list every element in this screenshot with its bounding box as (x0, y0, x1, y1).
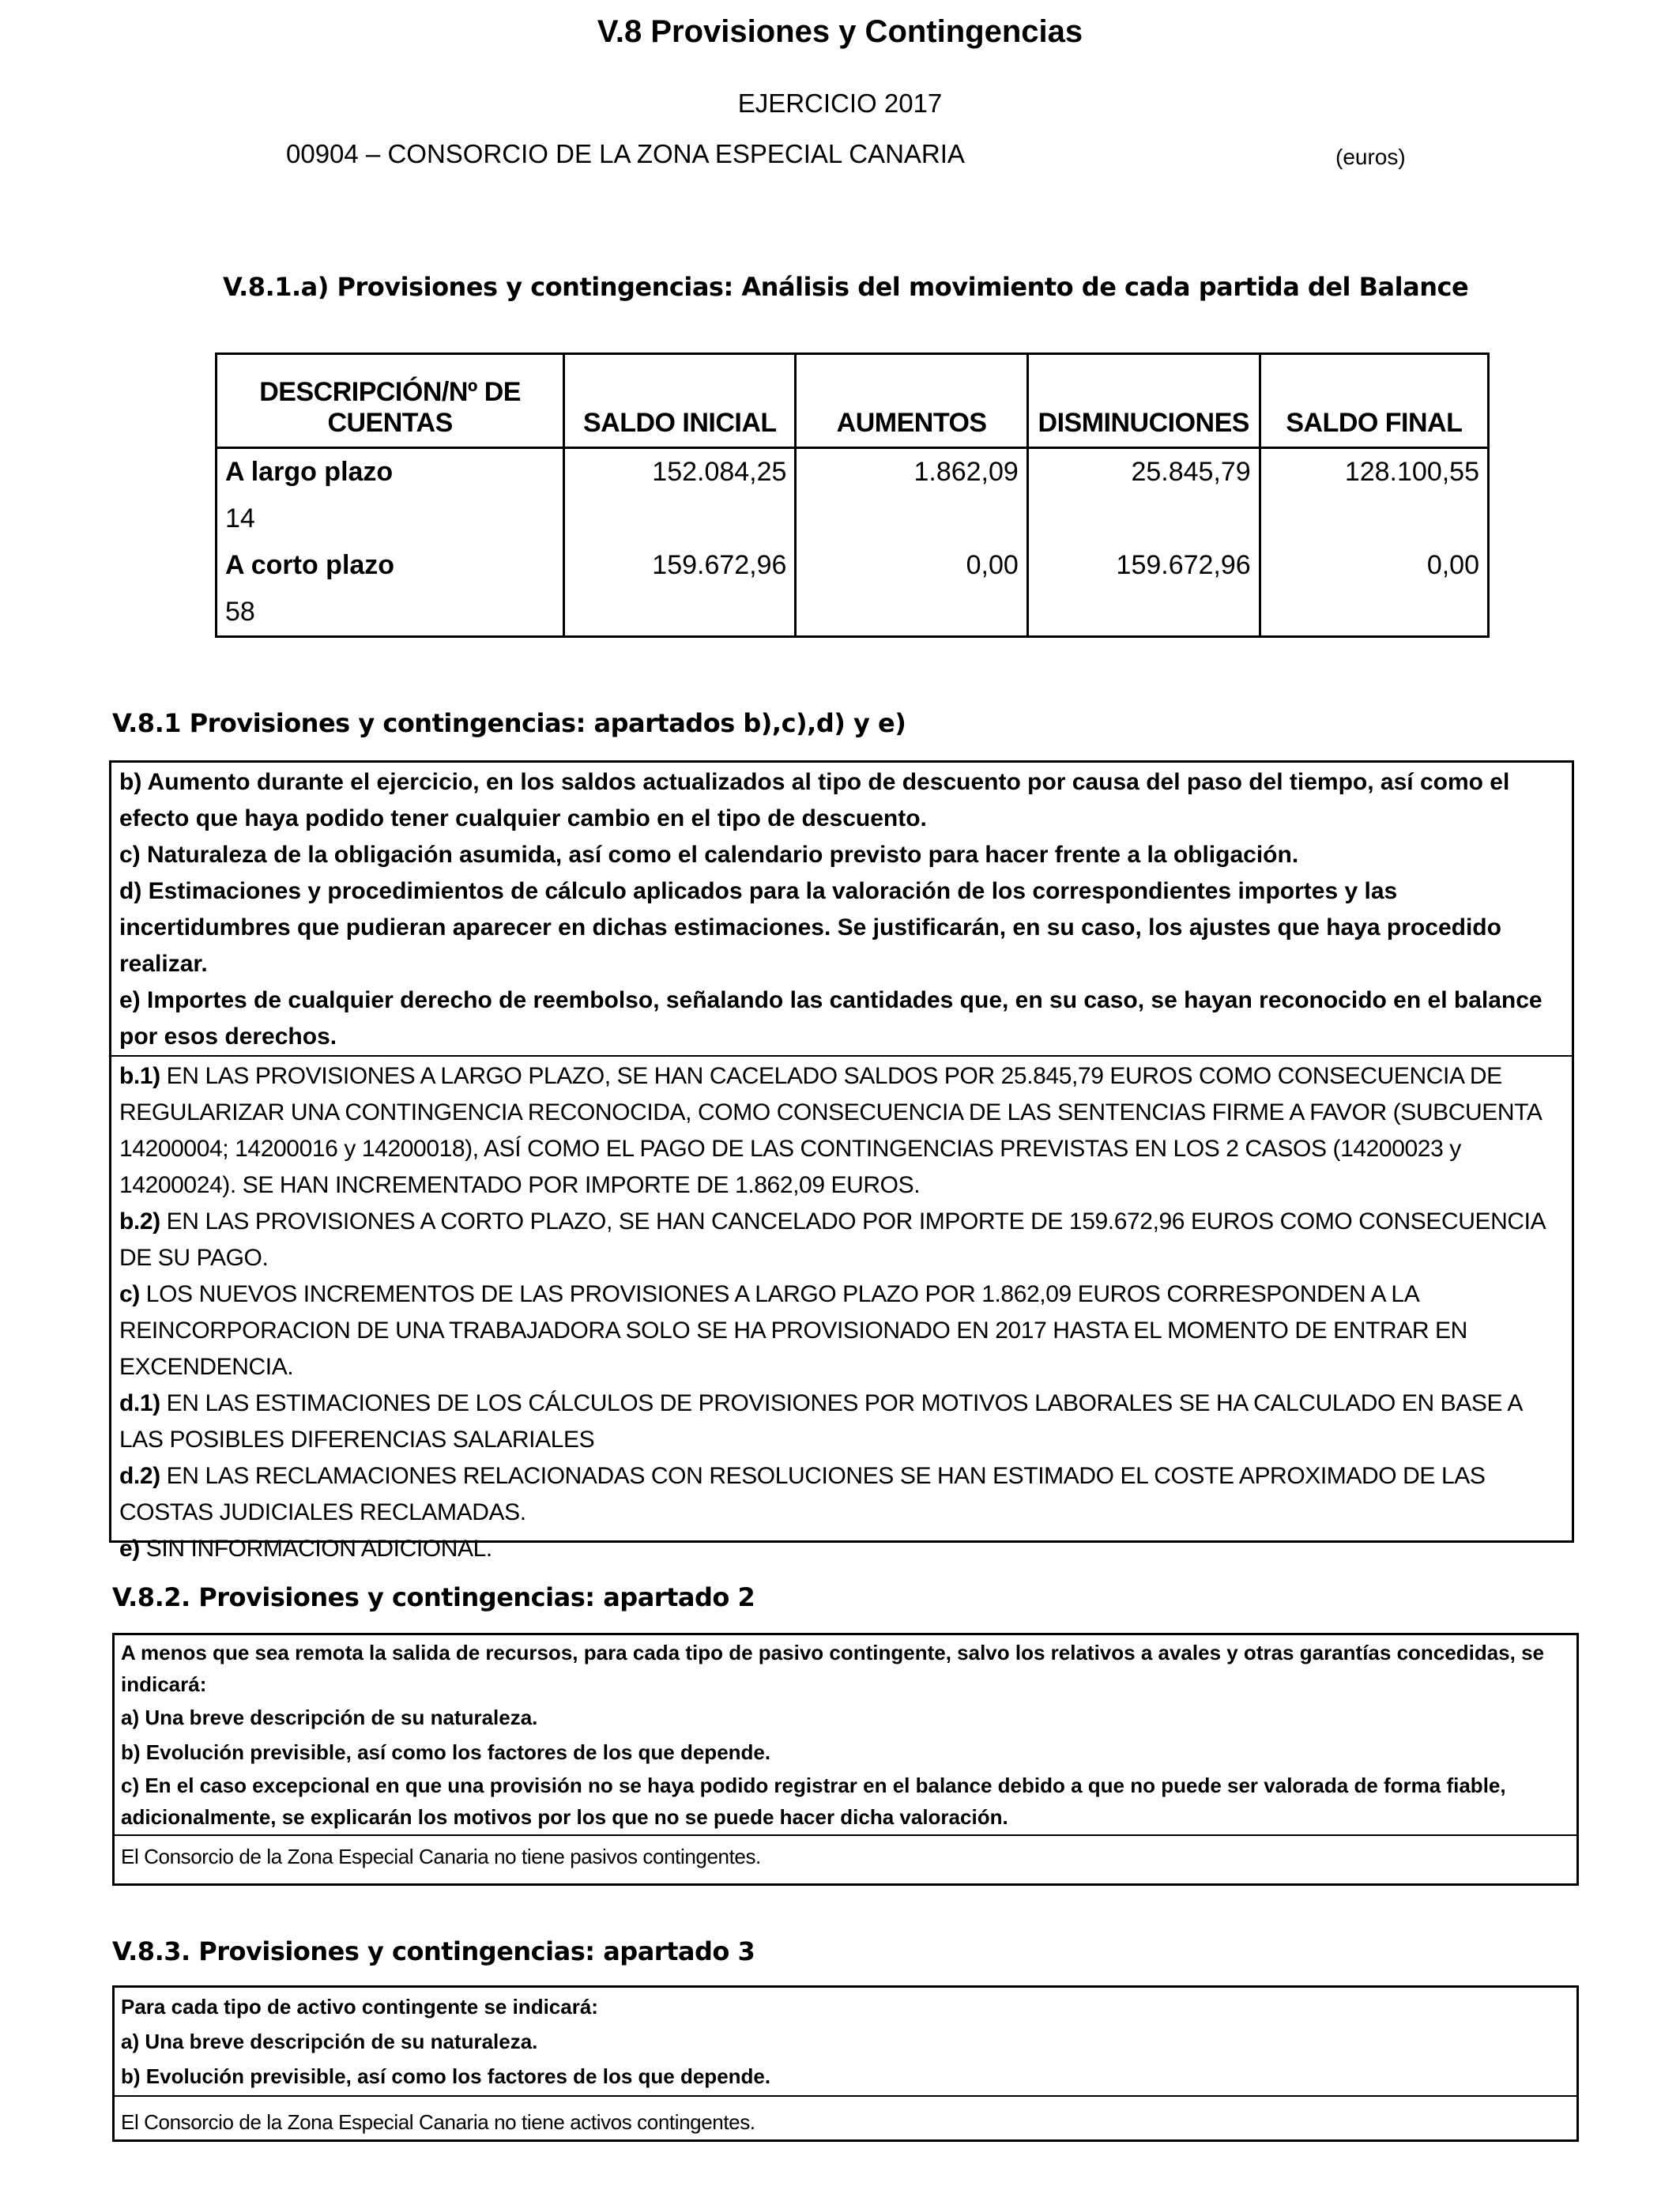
table-row (217, 448, 1489, 496)
answer-text: El Consorcio de la Zona Especial Canaria no tiene pasivos contingentes. (121, 1845, 761, 1868)
question-a: a) Una breve descripción de su naturaleza. (121, 1706, 538, 1729)
section-heading-apartados: V.8.1 Provisiones y contingencias: apartados b),c),d) y e) (112, 708, 906, 738)
row-account: 14 (217, 496, 564, 542)
answer-text: EN LAS PROVISIONES A LARGO PLAZO, SE HAN CACELADO SALDOS POR 25.845,79 EUROS COMO CONSECUENCIA DE REGULARIZAR UNA CONTINGENCIA RECONOCIDA, COMO CONSECUENCIA DE LAS SENTENCIAS FIRME A FAVOR (SUBCUENTA 14200004; 14200016 y 14200018), ASÍ COMO EL PAGO DE LAS CONTINGENCIAS PREVISTAS EN LOS 2 CASOS (14200023 y 14200024). SE HAN INCREMENTADO POR IMPORTE DE 1.862,09 EUROS. (119, 1063, 1541, 1198)
apartado-3-questions (115, 1988, 1576, 2095)
entity-name: 00904 – CONSORCIO DE LA ZONA ESPECIAL CANARIA (286, 139, 965, 168)
cell-saldo-final: 128.100,55 (1260, 448, 1488, 496)
page-title: V.8 Provisiones y Contingencias (597, 14, 1083, 49)
answer-item (119, 1058, 1564, 1204)
answer-item (119, 1531, 1564, 1567)
apartados-answers (111, 1057, 1572, 1569)
answer-text: SIN INFORMACION ADICIONAL. (139, 1536, 492, 1562)
table-row (217, 496, 1489, 542)
answer-text: El Consorcio de la Zona Especial Canaria no tiene activos contingentes. (121, 2110, 755, 2134)
question-d: d) Estimaciones y procedimientos de cálculo aplicados para la valoración de los correspondientes importes y las incertidumbres que pudieran aparecer en dichas estimaciones. Se justificarán, en su caso, los ajustes que haya procedido realizar. (119, 878, 1501, 977)
column-header-aumentos: AUMENTOS (796, 354, 1027, 448)
column-header-saldo-inicial: SALDO INICIAL (564, 354, 796, 448)
table-header-row (217, 354, 1489, 448)
answer-tag: b.1) (119, 1063, 160, 1089)
fiscal-year: EJERCICIO 2017 (737, 89, 943, 118)
question-intro: Para cada tipo de activo contingente se indicará: (121, 1995, 598, 2019)
question-b: b) Evolución previsible, así como los factores de los que depende. (121, 1740, 771, 1764)
cell-saldo-final: 0,00 (1260, 542, 1488, 589)
apartado-2-questions (115, 1635, 1576, 1834)
answer-tag: d.1) (119, 1390, 160, 1416)
section-heading-balance: V.8.1.a) Provisiones y contingencias: Análisis del movimiento de cada partida del Balance (223, 272, 1469, 302)
balance-table (215, 352, 1490, 638)
column-header-disminuciones: DISMINUCIONES (1027, 354, 1260, 448)
cell-disminuciones: 25.845,79 (1027, 448, 1260, 496)
column-header-saldo-final: SALDO FINAL (1260, 354, 1488, 448)
question-b: b) Evolución previsible, así como los factores de los que depende. (121, 2064, 771, 2088)
section-heading-apartado-2: V.8.2. Provisiones y contingencias: apartado 2 (112, 1582, 755, 1612)
question-c: c) En el caso excepcional en que una provisión no se haya podido registrar en el balance debido a que no puede ser valorada de forma fiable, adicionalmente, se explicarán los motivos por los que no se puede hacer dicha valoración. (121, 1774, 1506, 1829)
row-label: A corto plazo (217, 542, 564, 589)
currency-units: (euros) (1335, 145, 1406, 169)
cell-saldo-inicial: 159.672,96 (564, 542, 796, 589)
section-heading-apartado-3: V.8.3. Provisiones y contingencias: apartado 3 (112, 1936, 755, 1966)
column-header-description: DESCRIPCIÓN/Nº DE CUENTAS (217, 354, 564, 448)
answer-text: LOS NUEVOS INCREMENTOS DE LAS PROVISIONES A LARGO PLAZO POR 1.862,09 EUROS CORRESPONDEN A LA REINCORPORACION DE UNA TRABAJADORA SOLO SE HA PROVISIONADO EN 2017 HASTA EL MOMENTO DE ENTRAR EN EXCENDENCIA. (119, 1281, 1467, 1380)
question-c: c) Naturaleza de la obligación asumida, así como el calendario previsto para hacer frente a la obligación. (119, 842, 1299, 868)
answer-text: EN LAS ESTIMACIONES DE LOS CÁLCULOS DE PROVISIONES POR MOTIVOS LABORALES SE HA CALCULADO EN BASE A LAS POSIBLES DIFERENCIAS SALARIALES (119, 1390, 1522, 1453)
apartados-box (109, 760, 1574, 1562)
question-a: a) Una breve descripción de su naturaleza. (121, 2030, 538, 2053)
answer-item (119, 1204, 1564, 1276)
table-row (217, 542, 1489, 589)
question-intro: A menos que sea remota la salida de recursos, para cada tipo de pasivo contingente, salvo los relativos a avales y otras garantías concedidas, se indicará: (121, 1641, 1544, 1696)
row-label: A largo plazo (217, 448, 564, 496)
row-account: 58 (217, 589, 564, 637)
apartado-3-box (112, 1985, 1579, 2142)
answer-tag: e) (119, 1536, 140, 1562)
question-b: b) Aumento durante el ejercicio, en los saldos actualizados al tipo de descuento por causa del paso del tiempo, así como el efecto que haya podido tener cualquier cambio en el tipo de descuento. (119, 769, 1510, 831)
question-e: e) Importes de cualquier derecho de reembolso, señalando las cantidades que, en su caso, se hayan reconocido en el balance por esos derechos. (119, 987, 1543, 1050)
answer-text: EN LAS PROVISIONES A CORTO PLAZO, SE HAN CANCELADO POR IMPORTE DE 159.672,96 EUROS COMO CONSECUENCIA DE SU PAGO. (119, 1208, 1545, 1271)
cell-disminuciones: 159.672,96 (1027, 542, 1260, 589)
cell-aumentos: 0,00 (796, 542, 1027, 589)
cell-aumentos: 1.862,09 (796, 448, 1027, 496)
cell-saldo-inicial: 152.084,25 (564, 448, 796, 496)
answer-tag: b.2) (119, 1208, 160, 1235)
answer-item (119, 1276, 1564, 1385)
answer-text: EN LAS RECLAMACIONES RELACIONADAS CON RESOLUCIONES SE HAN ESTIMADO EL COSTE APROXIMADO DE LAS COSTAS JUDICIALES RECLAMADAS. (119, 1463, 1486, 1525)
table-row (217, 589, 1489, 637)
answer-tag: c) (119, 1281, 140, 1307)
apartado-2-box (112, 1633, 1579, 1886)
answer-item (119, 1458, 1564, 1531)
answer-item (119, 1385, 1564, 1458)
answer-tag: d.2) (119, 1463, 160, 1489)
apartados-questions (111, 763, 1572, 1055)
